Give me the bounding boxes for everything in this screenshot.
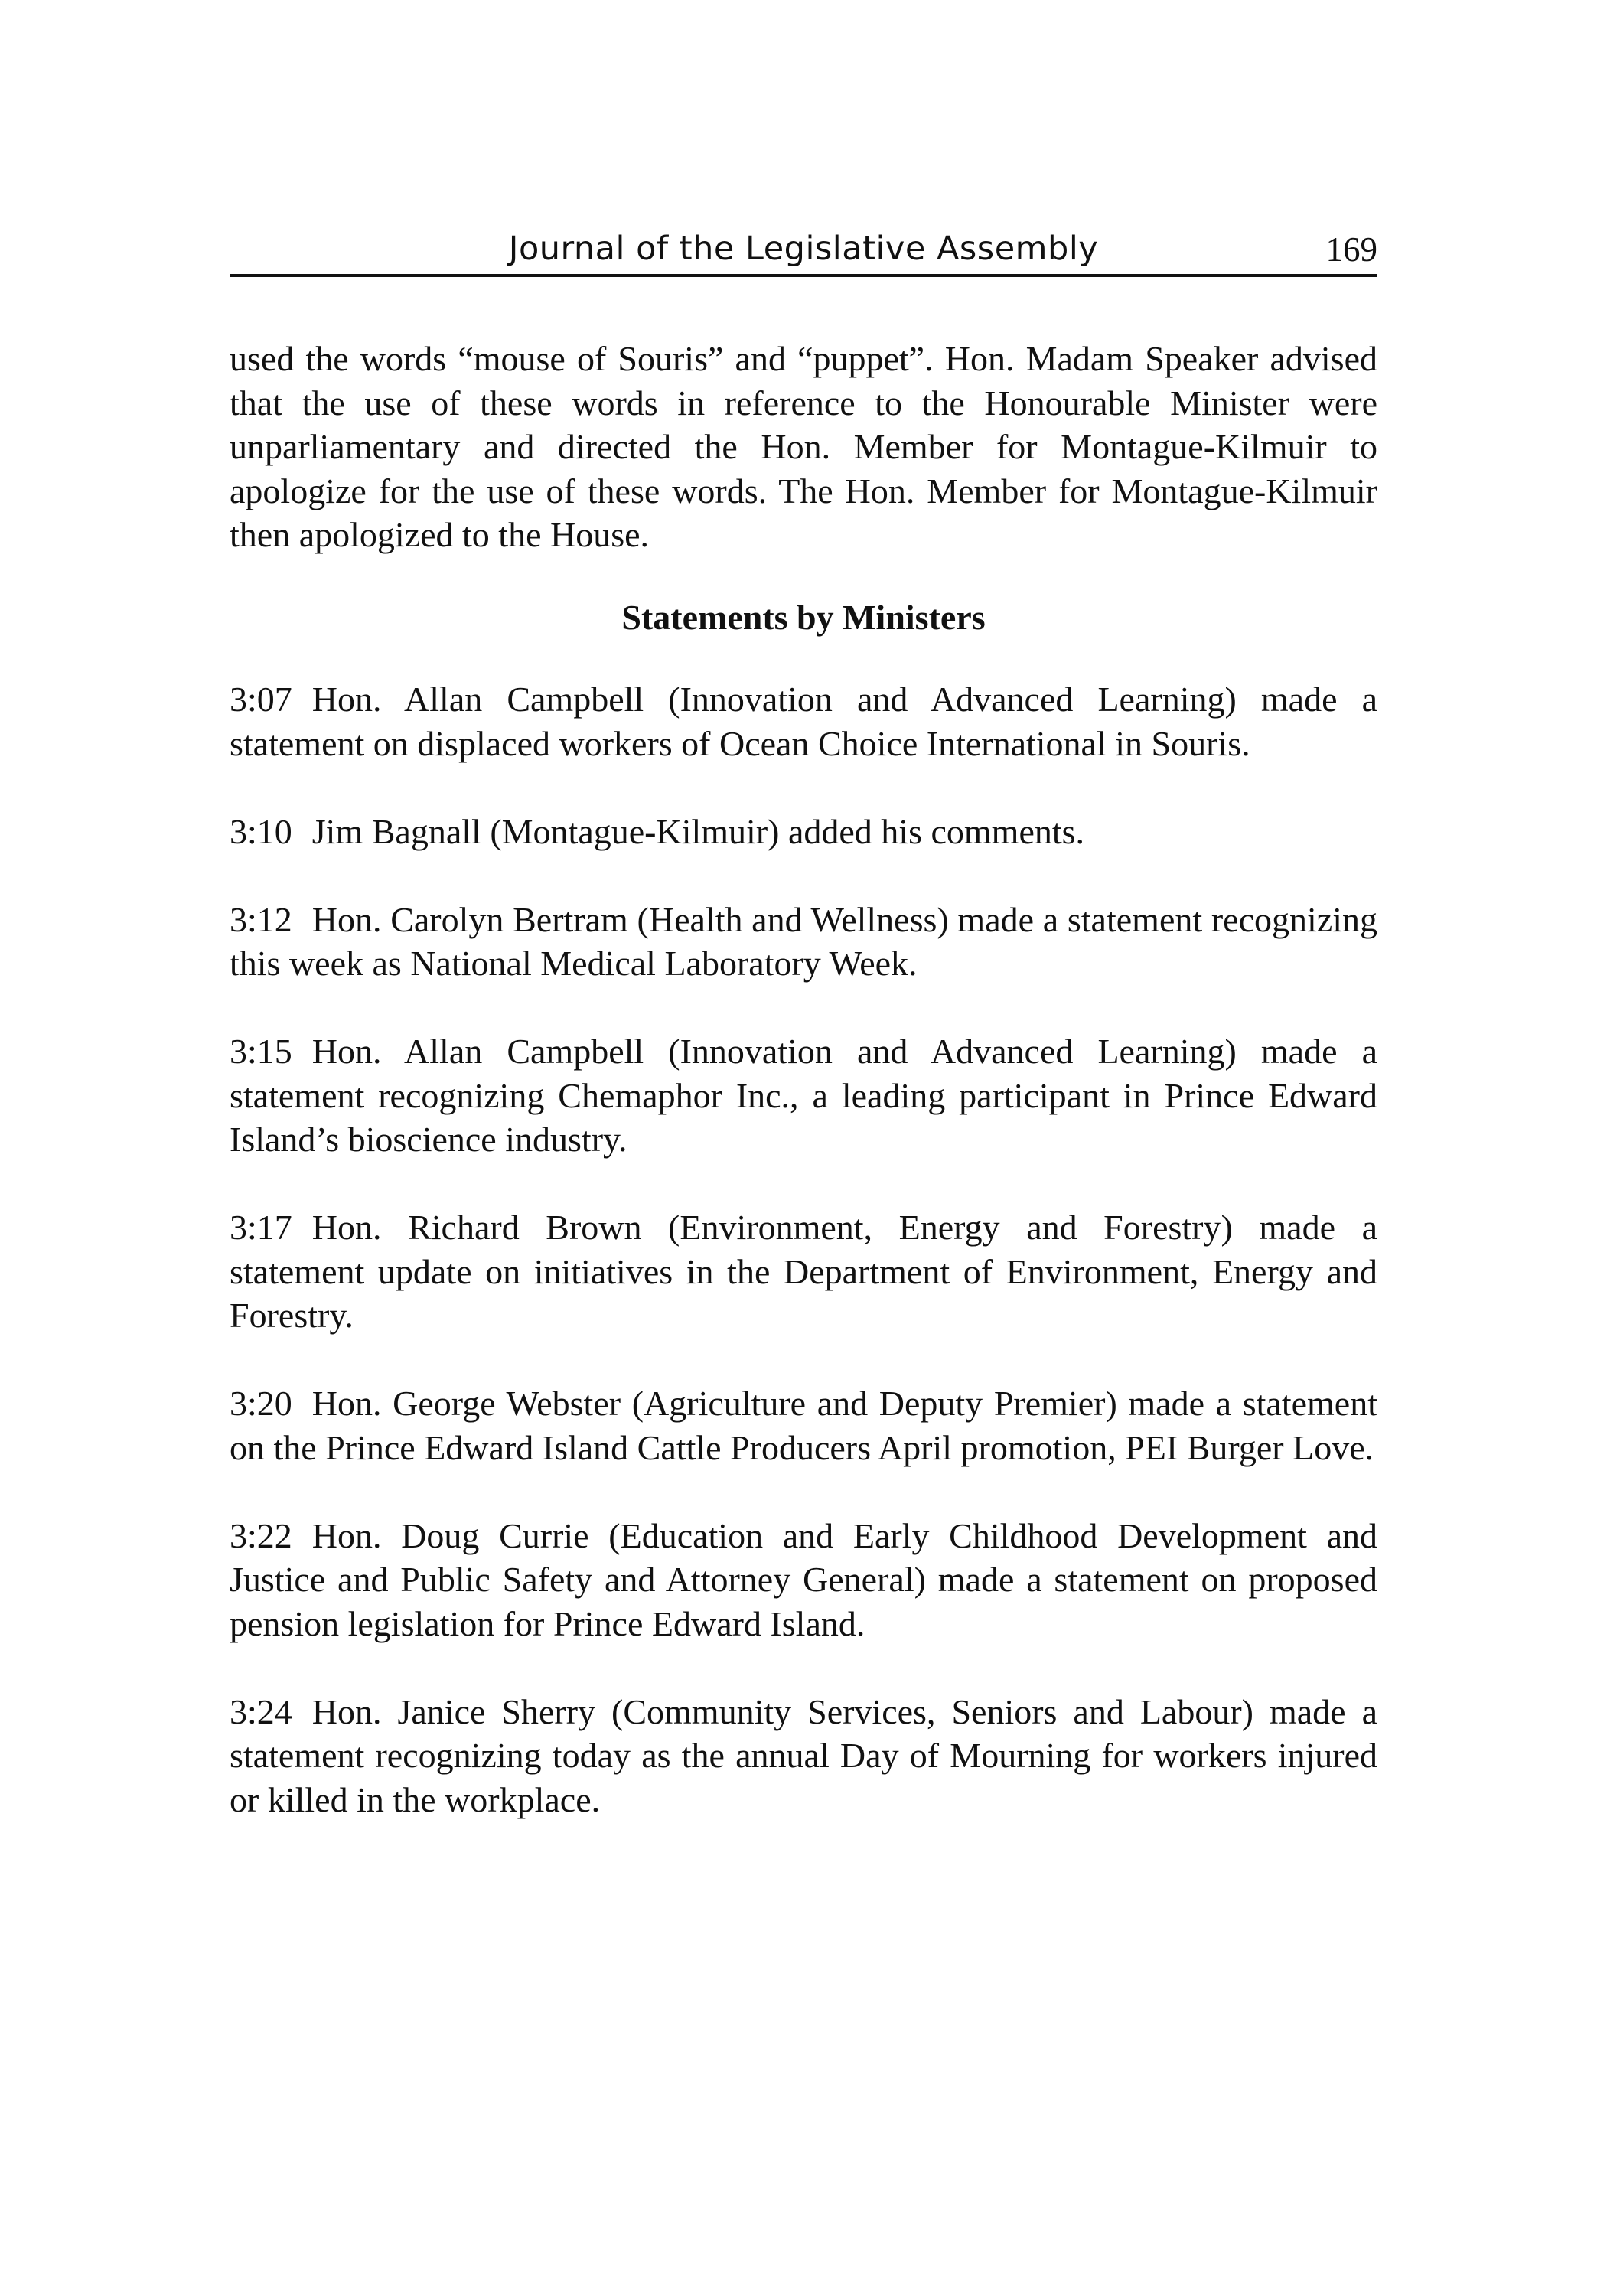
section-heading: Statements by Ministers <box>621 597 986 637</box>
page-body <box>230 337 1377 1866</box>
entry-time: 3:17 <box>230 1208 292 1247</box>
entry-text: Hon. Doug Currie (Education and Early Childhood Development and Justice and Public Safety and Attorney General) made a statement on proposed pension legislation for Prince Edward Island. <box>230 1515 1377 1643</box>
entry-time: 3:07 <box>230 680 292 719</box>
entry-time: 3:20 <box>230 1384 292 1423</box>
entry-time: 3:12 <box>230 899 292 939</box>
entry-text: Hon. Carolyn Bertram (Health and Wellness) made a statement recognizing this week as National Medical Laboratory Week. <box>230 899 1377 983</box>
statement-entry <box>230 1029 1377 1162</box>
header-rule <box>230 274 1377 277</box>
entry-time: 3:22 <box>230 1515 292 1555</box>
entry-time: 3:10 <box>230 811 292 851</box>
statement-entry <box>230 677 1377 765</box>
entry-time: 3:15 <box>230 1032 292 1071</box>
statement-entry <box>230 1514 1377 1646</box>
entry-text: Hon. Allan Campbell (Innovation and Advanced Learning) made a statement on displaced workers of Ocean Choice International in Souris. <box>230 680 1377 763</box>
statement-entry <box>230 810 1377 854</box>
statement-entry <box>230 1205 1377 1338</box>
running-header-title: Journal of the Legislative Assembly <box>508 230 1099 268</box>
entry-text: Hon. George Webster (Agriculture and Deputy Premier) made a statement on the Prince Edward Island Cattle Producers April promotion, PEI Burger Love. <box>230 1384 1377 1467</box>
intro-paragraph: used the words “mouse of Souris” and “puppet”. Hon. Madam Speaker advised that the use of these words in reference to the Honourable Minister were unparliamentary and directed the Hon. Member for Montague-Kilmuir to apologize for the use of these words. The Hon. Member for Montague-Kilmuir then apologized to the House. <box>230 339 1377 554</box>
page-number: 169 <box>1325 230 1377 269</box>
statement-entry <box>230 1381 1377 1469</box>
entry-text: Jim Bagnall (Montague-Kilmuir) added his comments. <box>311 811 1085 851</box>
entry-text: Hon. Allan Campbell (Innovation and Advanced Learning) made a statement recognizing Chemaphor Inc., a leading participant in Prince Edward Island’s bioscience industry. <box>230 1032 1377 1159</box>
statement-entry <box>230 1690 1377 1822</box>
entry-text: Hon. Janice Sherry (Community Services, Seniors and Labour) made a statement recognizing today as the annual Day of Mourning for workers injured or killed in the workplace. <box>230 1691 1377 1819</box>
statement-entry <box>230 898 1377 986</box>
entry-time: 3:24 <box>230 1691 292 1731</box>
entry-text: Hon. Richard Brown (Environment, Energy and Forestry) made a statement update on initiatives in the Department of Environment, Energy and Forestry. <box>230 1208 1377 1335</box>
